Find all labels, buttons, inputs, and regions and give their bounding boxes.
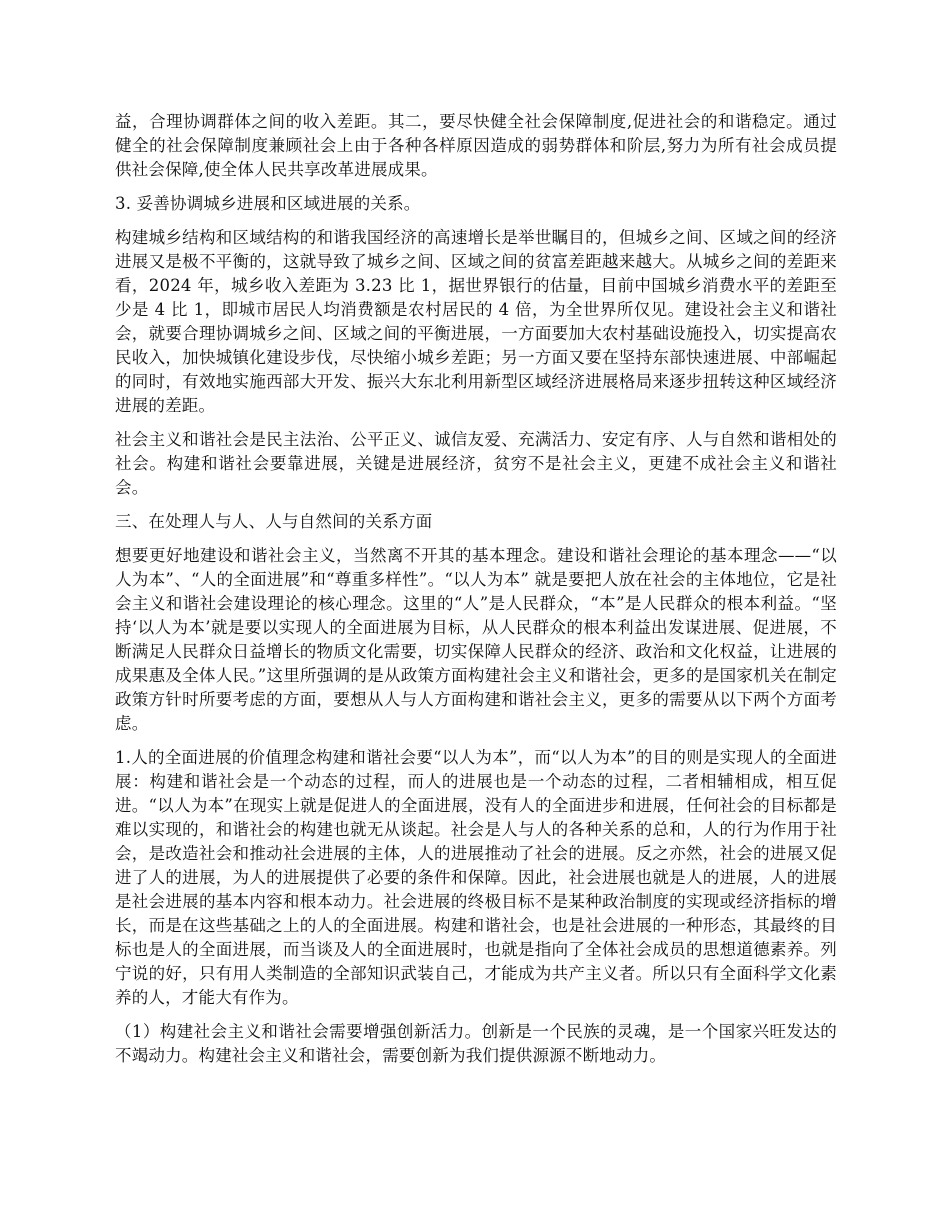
section-heading-relations: 三、在处理人与人、人与自然间的关系方面 xyxy=(115,512,433,531)
paragraph-people-oriented: 想要更好地建设和谐社会主义，当然离不开其的基本理念。建设和谐社会理论的基本理念——“以人为本”、“人的全面进展”和“尊重多样性”。“以人为本” 就是要把人放在社会的主体地位，它是社会主义和谐社会建设理论的核心理念。这里的“人”是人民群众，“本”是人民群众的根本利益。“坚持‘以人为本’就是要以实现人的全面进展为目标，从人民群众的根本利益出发谋进展、促进展，不断满足人民群众日益增长的物质文化需要，切实保障人民群众的经济、政治和文化权益，让进展的成果惠及全体人民。”这里所强调的是从政策方面构建社会主义和谐社会，更多的是国家机关在制定政策方针时所要考虑的方面，要想从人与人方面构建和谐社会主义，更多的需要从以下两个方面考虑。 xyxy=(115,546,837,733)
document-page xyxy=(115,110,837,1078)
section-heading-urban-rural: 3. 妥善协调城乡进展和区域进展的关系。 xyxy=(115,194,421,213)
paragraph-innovation-vitality: （1）构建社会主义和谐社会需要增强创新活力。创新是一个民族的灵魂，是一个国家兴旺发达的不竭动力。构建社会主义和谐社会，需要创新为我们提供源源不断地动力。 xyxy=(115,1022,837,1065)
paragraph-social-security: 益，合理协调群体之间的收入差距。其二，要尽快健全社会保障制度,促进社会的和谐稳定。通过健全的社会保障制度兼顾社会上由于各种各样原因造成的弱势群体和阶层,努力为所有社会成员提供社会保障,使全体人民共享改革进展成果。 xyxy=(115,112,837,179)
paragraph-comprehensive-development: 1.人的全面进展的价值理念构建和谐社会要“以人为本”，而“以人为本”的目的则是实现人的全面进展：构建和谐社会是一个动态的过程，而人的进展也是一个动态的过程，二者相辅相成，相互促进。“以人为本”在现实上就是促进人的全面进展，没有人的全面进步和进展，任何社会的目标都是难以实现的，和谐社会的构建也就无从谈起。社会是人与人的各种关系的总和，人的行为作用于社会，是改造社会和推动社会进展的主体，人的进展推动了社会的进展。反之亦然，社会的进展又促进了人的进展，为人的进展提供了必要的条件和保障。因此，社会进展也就是人的进展，人的进展是社会进展的基本内容和根本动力。社会进展的终极目标不是某种政治制度的实现或经济指标的增长，而是在这些基础之上的人的全面进展。构建和谐社会，也是社会进展的一种形态，其最终的目标也是人的全面进展，而当谈及人的全面进展时，也就是指向了全体社会成员的思想道德素养。列宁说的好，只有用人类制造的全部知识武装自己，才能成为共产主义者。所以只有全面科学文化素养的人，才能大有作为。 xyxy=(115,748,837,1007)
paragraph-urban-rural-gap: 构建城乡结构和区域结构的和谐我国经济的高速增长是举世瞩目的，但城乡之间、区域之间的经济进展又是极不平衡的，这就导致了城乡之间、区域之间的贫富差距越来越大。从城乡之间的差距来看，2024 年，城乡收入差距为 3.23 比 1，据世界银行的估量，目前中国城乡消费水平的差距至少是 4 比 1，即城市居民人均消费额是农村居民的 4 倍，为全世界所仅见。建设社会主义和谐社会，就要合理协调城乡之间、区域之间的平衡进展，一方面要加大农村基础设施投入，切实提高农民收入，加快城镇化建设步伐，尽快缩小城乡差距；另一方面又要在坚持东部快速进展、中部崛起的同时，有效地实施西部大开发、振兴大东北利用新型区域经济进展格局来逐步扭转这种区域经济进展的差距。 xyxy=(115,228,837,415)
paragraph-harmonious-society-definition: 社会主义和谐社会是民主法治、公平正义、诚信友爱、充满活力、安定有序、人与自然和谐相处的社会。构建和谐社会要靠进展，关键是进展经济，贫穷不是社会主义，更建不成社会主义和谐社会。 xyxy=(115,430,837,497)
